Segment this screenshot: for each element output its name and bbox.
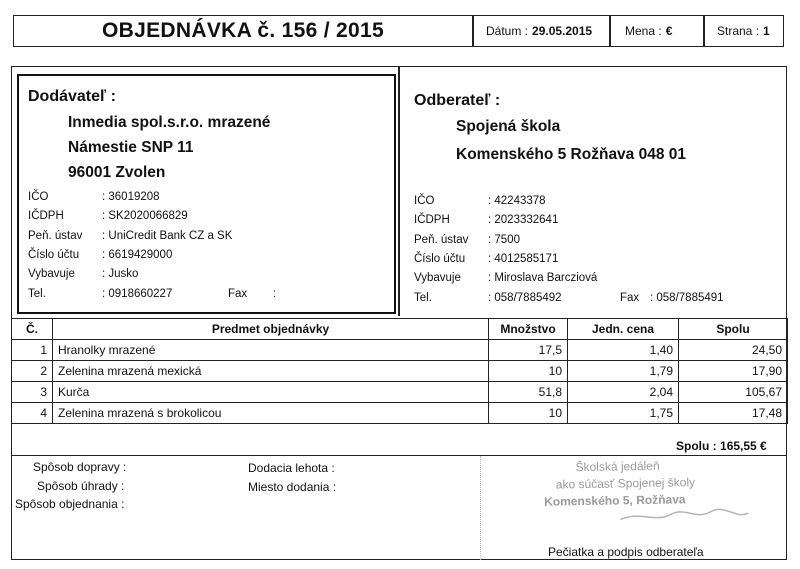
party-divider [398, 66, 400, 316]
table-row [12, 382, 788, 403]
table-row [12, 403, 788, 424]
customer-icdph-label: IČDPH [414, 214, 450, 226]
customer-fax-label: Fax [620, 292, 640, 304]
order-method-label: Spôsob objednania : [15, 497, 125, 511]
currency-label: Mena : [625, 24, 662, 38]
row-quantity: 51,8 [489, 382, 568, 403]
supplier-name: Inmedia spol.s.r.o. mrazené [68, 114, 271, 131]
supplier-icdph-label: IČDPH [28, 210, 64, 222]
table-row [12, 361, 788, 382]
supplier-tel-label: Tel. [28, 288, 46, 300]
supplier-account-value: : 6619429000 [102, 249, 173, 261]
page-box [704, 15, 784, 47]
customer-ico-value: : 42243378 [488, 195, 546, 207]
supplier-bank-value: : UniCredit Bank CZ a SK [102, 230, 233, 242]
customer-contact-label: Vybavuje [414, 272, 461, 284]
supplier-contact-value: : Jusko [102, 268, 139, 280]
row-quantity: 10 [489, 361, 568, 382]
col-header-total: Spolu [679, 319, 788, 340]
supplier-contact-label: Vybavuje [28, 268, 75, 280]
date-value: 29.05.2015 [532, 24, 593, 38]
row-quantity: 17,5 [489, 340, 568, 361]
order-title: OBJEDNÁVKA č. 156 / 2015 [102, 19, 384, 42]
table-row [12, 340, 788, 361]
supplier-ico-label: IČO [28, 191, 49, 203]
col-header-item: Predmet objednávky [53, 319, 489, 340]
customer-contact-value: : Miroslava Barcziová [488, 272, 598, 284]
row-total: 24,50 [679, 340, 788, 361]
row-unit-price: 1,75 [568, 403, 679, 424]
customer-account-value: : 4012585171 [488, 253, 559, 265]
supplier-city: 96001 Zvolen [68, 164, 166, 181]
signature-label: Pečiatka a podpis odberateľa [548, 545, 704, 559]
row-item: Zelenina mrazená s brokolicou [53, 403, 489, 424]
row-quantity: 10 [489, 403, 568, 424]
row-number: 1 [12, 340, 53, 361]
row-total: 105,67 [679, 382, 788, 403]
grand-total-label: Spolu : [676, 439, 717, 453]
supplier-fax-value: : [273, 288, 277, 300]
order-title-box [13, 15, 473, 47]
stamp-signature-scribble [520, 507, 750, 527]
grand-total-value: 165,55 € [720, 439, 767, 453]
row-total: 17,90 [679, 361, 788, 382]
customer-name: Spojená škola [456, 118, 561, 135]
row-item: Kurča [53, 382, 489, 403]
date-label: Dátum : [486, 24, 529, 38]
row-number: 2 [12, 361, 53, 382]
supplier-street: Námestie SNP 11 [68, 139, 194, 156]
customer-tel-label: Tel. [414, 292, 432, 304]
school-stamp [519, 456, 770, 530]
customer-icdph-value: : 2023332641 [488, 214, 559, 226]
transport-label: Spôsob dopravy : [33, 460, 127, 474]
page-value: 1 [763, 24, 770, 38]
col-header-number: Č. [12, 319, 53, 340]
supplier-bank-label: Peň. ústav [28, 230, 83, 242]
row-number: 3 [12, 382, 53, 403]
customer-fax-value: : 058/7885491 [650, 292, 724, 304]
customer-heading: Odberateľ : [414, 92, 501, 109]
row-unit-price: 1,79 [568, 361, 679, 382]
customer-address: Komenského 5 Rožňava 048 01 [456, 146, 687, 163]
stamp-area-divider [480, 456, 481, 560]
date-box [473, 15, 610, 47]
supplier-heading: Dodávateľ : [28, 88, 116, 105]
table-header-row [12, 319, 788, 340]
supplier-account-label: Číslo účtu [28, 249, 80, 261]
supplier-tel-value: : 0918660227 [102, 288, 173, 300]
supplier-ico-value: : 36019208 [102, 191, 160, 203]
supplier-icdph-value: : SK2020066829 [102, 210, 188, 222]
row-total: 17,48 [679, 403, 788, 424]
customer-ico-label: IČO [414, 195, 435, 207]
stamp-line-1: Školská jedáleň [575, 458, 660, 475]
stamp-line-2: ako súčasť Spojenej školy [555, 475, 696, 492]
stamp-line-3: Komenského 5, Rožňava [544, 492, 686, 509]
customer-bank-value: : 7500 [488, 234, 520, 246]
row-number: 4 [12, 403, 53, 424]
total-row [11, 428, 787, 456]
delivery-place-label: Miesto dodania : [248, 480, 337, 494]
supplier-fax-label: Fax [228, 288, 248, 300]
items-table [11, 318, 787, 424]
customer-tel-value: : 058/7885492 [488, 292, 562, 304]
delivery-term-label: Dodacia lehota : [248, 461, 335, 475]
currency-value: € [665, 24, 673, 38]
row-unit-price: 2,04 [568, 382, 679, 403]
payment-label: Spôsob úhrady : [37, 479, 125, 493]
col-header-unit-price: Jedn. cena [568, 319, 679, 340]
row-unit-price: 1,40 [568, 340, 679, 361]
currency-box [610, 15, 704, 47]
col-header-quantity: Množstvo [489, 319, 568, 340]
row-item: Hranolky mrazené [53, 340, 489, 361]
page-label: Strana : [717, 24, 760, 38]
grand-total [676, 439, 767, 453]
customer-bank-label: Peň. ústav [414, 234, 469, 246]
customer-account-label: Číslo účtu [414, 253, 466, 265]
row-item: Zelenina mrazená mexická [53, 361, 489, 382]
